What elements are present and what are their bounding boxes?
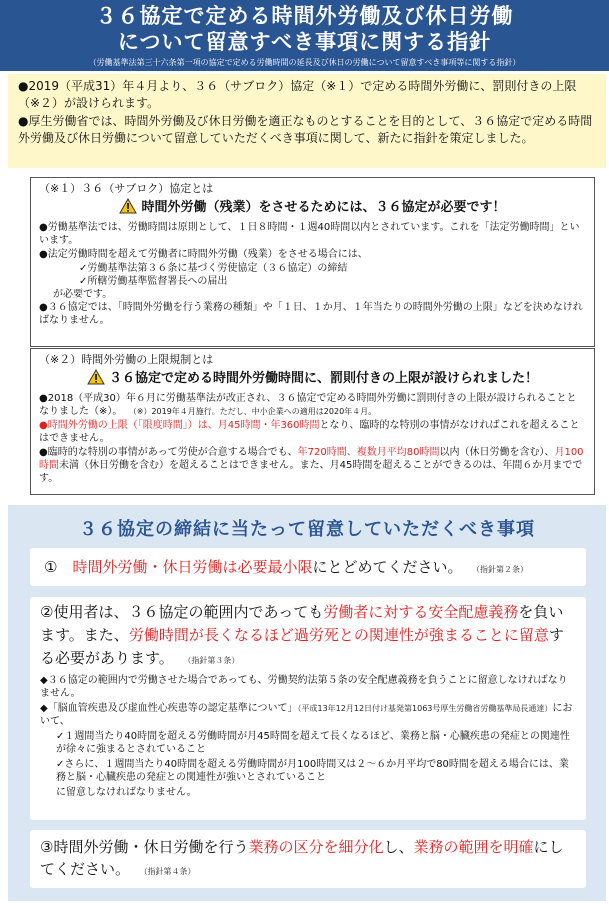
- item-1-red: 時間外労働・休日労働は必要最小限: [72, 558, 313, 576]
- item-2-point-2: [40, 702, 576, 728]
- item-2-point-2-text: ◆「脳血管疾患及び虚血性心疾患等の認定基準について」: [40, 703, 298, 714]
- box2-bullet-2-rest: となり、臨時的な特別の事情がなければこれを超えることはできません。: [39, 420, 580, 444]
- box2-bullet-1-note: （※）2019年４月施行。ただし、中小企業への適用は2020年４月。: [128, 407, 377, 416]
- box1-bullet-2-end: が必要です。: [53, 289, 113, 300]
- item-3-b: し、: [383, 838, 414, 856]
- box1-bullet-3: ●３６協定では、「時間外労働を行う業務の種類」や「１日、１か月、１年当たりの時間外労働の上限」などを決めなければなりません。: [39, 302, 583, 326]
- page-title-line2: について留意すべき事項に関する指針: [117, 30, 492, 54]
- item-2-red1: 労働者に対する安全配慮義務: [323, 603, 519, 621]
- box2-warning-text: ３６協定で定める時間外労働時間に、罰則付きの上限が設けられました！: [108, 371, 538, 386]
- box2-bullet-2: [39, 419, 586, 445]
- item-2-end: に留意しなければなりません。: [56, 787, 197, 798]
- box1-check-2: ✓所轄労働基準監督署長への届出: [79, 276, 228, 287]
- section-title: ３６協定の締結に当たって留意していただくべき事項: [79, 519, 535, 540]
- item-2-red2: 労働時間が長くなるほど過労死との関連性が強まることに留意: [128, 626, 549, 644]
- box2-bullet-3: [39, 446, 586, 485]
- page-header: [0, 0, 609, 71]
- box2-bullet-1-text: ●2018（平成30）年６月に労働基準法が改正され、３６協定で定める時間外労働に罰則付きの上限が設けられることとなりました（※）。: [39, 393, 577, 417]
- item-1-card: [30, 548, 586, 586]
- item-1-ref: （指針第２条）: [472, 565, 529, 574]
- item-2-point-1: ◆３６協定の範囲内で労働させた場合であっても、労働契約法第５条の安全配慮義務を負うことに留意しなければなりません。: [40, 675, 568, 699]
- box2-warning: [39, 369, 586, 389]
- item-1-num: ①: [44, 558, 73, 576]
- item-2-b: を負います。また、: [40, 603, 564, 644]
- box2-bullet-1: [39, 392, 586, 418]
- item-3-ref: （指針第４条）: [139, 867, 196, 876]
- sublocu-definition-box: [30, 177, 595, 347]
- box1-warning: [39, 198, 586, 218]
- box1-caption: （※１）３６（サブロク）協定とは: [39, 182, 214, 195]
- item-2-a: ②使用者は、３６協定の範囲内であっても: [40, 603, 324, 621]
- item-2-card: [30, 597, 586, 820]
- box1-bullet-2: ●法定労働時間を超えて労働者に時間外労働（残業）をさせる場合には、: [39, 249, 368, 260]
- item-2-check-2: ✓さらに、１週間当たり40時間を超える労働時間が月100時間又は２～６か月平均で80時間を超える場合には、業務と脳・心臓疾患の発症との関連性が強いとされていること: [56, 759, 569, 783]
- intro-panel: [8, 74, 606, 168]
- item-1-rest: にとどめてください。: [312, 558, 463, 576]
- box1-check-1: ✓労働基準法第３６条に基づく労使協定（３６協定）の締結: [79, 263, 348, 274]
- upper-limit-box: [30, 348, 595, 495]
- box2-caption: （※２）時間外労働の上限規制とは: [39, 353, 214, 366]
- box2-bullet-3-b: 以内（休日労働を含む）、: [439, 447, 555, 458]
- item-3-red2: 業務の範囲を明確: [413, 838, 534, 856]
- item-3-a: ③時間外労働・休日労働を行う: [40, 838, 249, 856]
- box1-bullet-1: ●労働基準法では、労働時間は原則として、１日８時間・１週40時間以内とされています。これを「法定労働時間」といいます。: [39, 222, 580, 246]
- item-2-ref: （指針第３条）: [183, 656, 240, 665]
- item-2-point-2-end: において、: [40, 703, 573, 727]
- warning-icon: [119, 198, 137, 214]
- box1-warning-text: 時間外労働（残業）をさせるためには、３６協定が必要です！: [141, 200, 506, 215]
- item-2-c: する必要があります。: [40, 626, 564, 667]
- intro-paragraph-2: ●厚生労働省では、時間外労働及び休日労働を適正なものとすることを目的として、３６協定で定める時間外労働及び休日労働について留意していただくべき事項に関して、新たに指針を策定しました。: [18, 114, 593, 145]
- item-2-lead: [40, 601, 576, 672]
- box2-bullet-3-a: ●臨時的な特別の事情があって労使が合意する場合でも、: [39, 447, 298, 458]
- page-title-line1: ３６協定で定める時間外労働及び休日労働: [95, 4, 514, 28]
- item-3-red1: 業務の区分を細分化: [248, 838, 384, 856]
- box2-bullet-3-red2: 月100時間: [39, 447, 584, 471]
- item-2-point-2-note: （平成13年12月12日付け基発第1063号厚生労働省労働基準局長通達）: [297, 704, 553, 713]
- box2-bullet-3-c: 未満（休日労働を含む）を超えることはできません。また、月45時間を超えることができるのは、年間６か月までです。: [39, 460, 583, 484]
- considerations-section: [8, 505, 606, 901]
- item-3-c: にしてください。: [40, 838, 564, 878]
- intro-paragraph-1: ●2019（平成31）年４月より、３６（サブロク）協定（※１）で定める時間外労働に、罰則付きの上限（※２）が設けられます。: [18, 79, 577, 110]
- box2-bullet-2-red: ●時間外労働の上限（「限度時間」）は、月45時間・年360時間: [39, 420, 320, 431]
- warning-icon: [87, 369, 105, 385]
- item-2-check-1: ✓１週間当たり40時間を超える労働時間が月45時間を超えて長くなるほど、業務と脳・心臓疾患の発症との関連性が徐々に強まるとされていること: [56, 731, 570, 755]
- box2-bullet-3-red1: 年720時間、複数月平均80時間: [297, 447, 440, 458]
- item-3-card: [30, 830, 586, 888]
- page-subtitle: （労働基準法第三十六条第一項の協定で定める労働時間の延長及び休日の労働について留意すべき事項等に関する指針）: [88, 58, 521, 67]
